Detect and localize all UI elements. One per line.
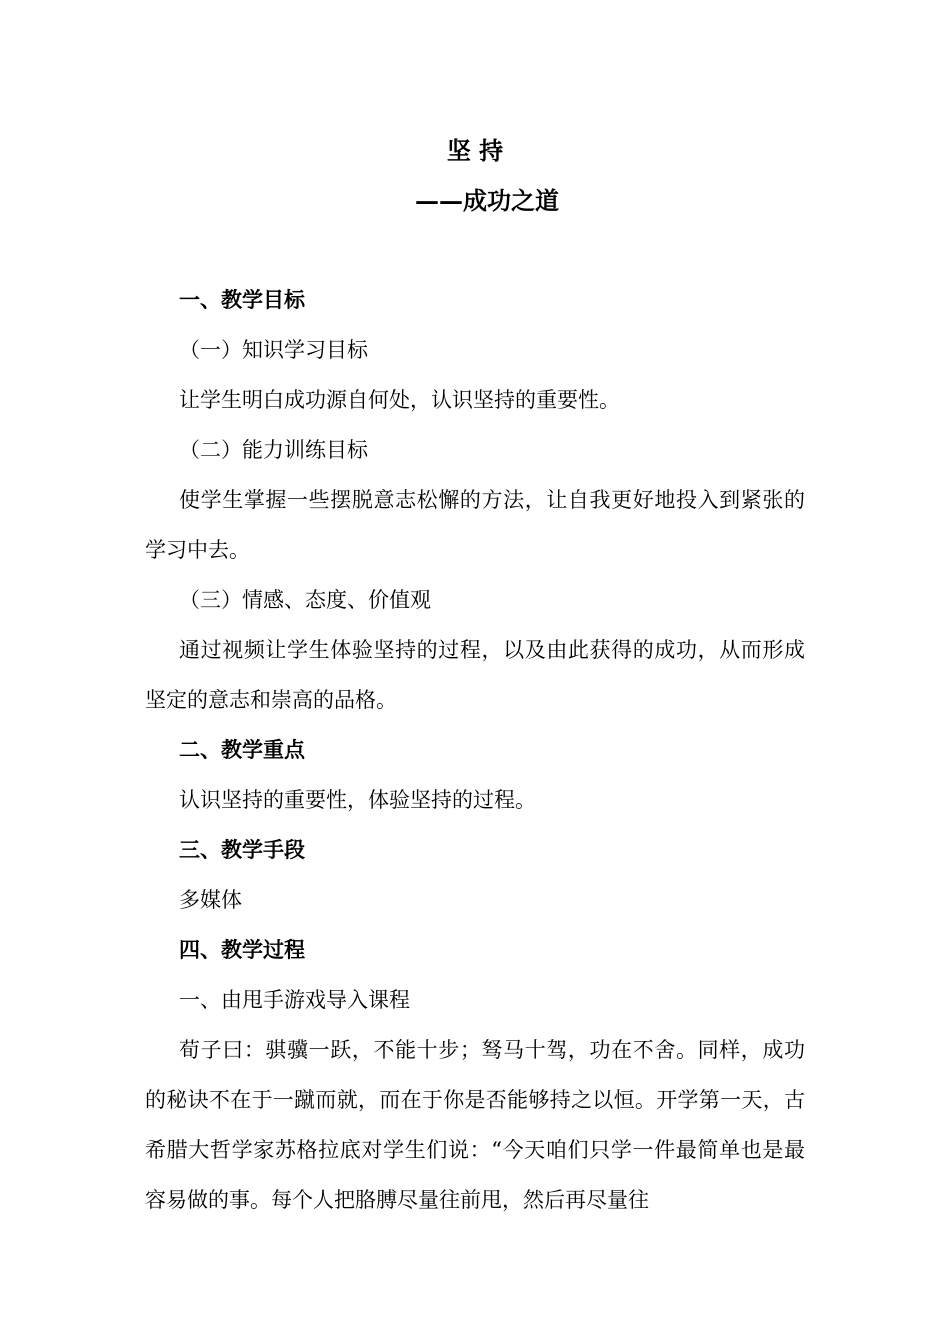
emotion-heading: （三）情感、态度、价值观 [179,588,431,612]
teaching-process-paragraph: 荀子曰：骐骥一跃，不能十步；驽马十驾，功在不舍。同样，成功的秘诀不在于一蹴而就，而在于你是否能够持之以恒。开学第一天，古希腊大哲学家苏格拉底对学生们说：“今天咱们只学一件最简单也是最容易做的事。每个人把胳膊尽量往前甩，然后再尽量往 [145,1038,805,1212]
emotion-paragraph: 通过视频让学生体验坚持的过程，以及由此获得的成功，从而形成坚定的意志和崇高的品格。 [145,638,805,712]
ability-paragraph: 使学生掌握一些摆脱意志松懈的方法，让自我更好地投入到紧张的学习中去。 [145,488,805,562]
teaching-means-paragraph: 多媒体 [179,888,242,912]
goals-heading: 一、教学目标 [179,287,305,312]
knowledge-heading: （一）知识学习目标 [179,338,368,362]
key-points-heading: 二、教学重点 [179,737,305,762]
document-body [145,275,805,1225]
document-subtitle: ——成功之道 [415,186,559,215]
document-title: 坚 持 [446,136,504,165]
teaching-process-subheading: 一、由甩手游戏导入课程 [179,988,410,1012]
ability-heading: （二）能力训练目标 [179,438,368,462]
teaching-process-heading: 四、教学过程 [179,937,305,962]
knowledge-paragraph: 让学生明白成功源自何处，认识坚持的重要性。 [179,388,620,412]
key-points-paragraph: 认识坚持的重要性，体验坚持的过程。 [179,788,536,812]
teaching-means-heading: 三、教学手段 [179,837,305,862]
